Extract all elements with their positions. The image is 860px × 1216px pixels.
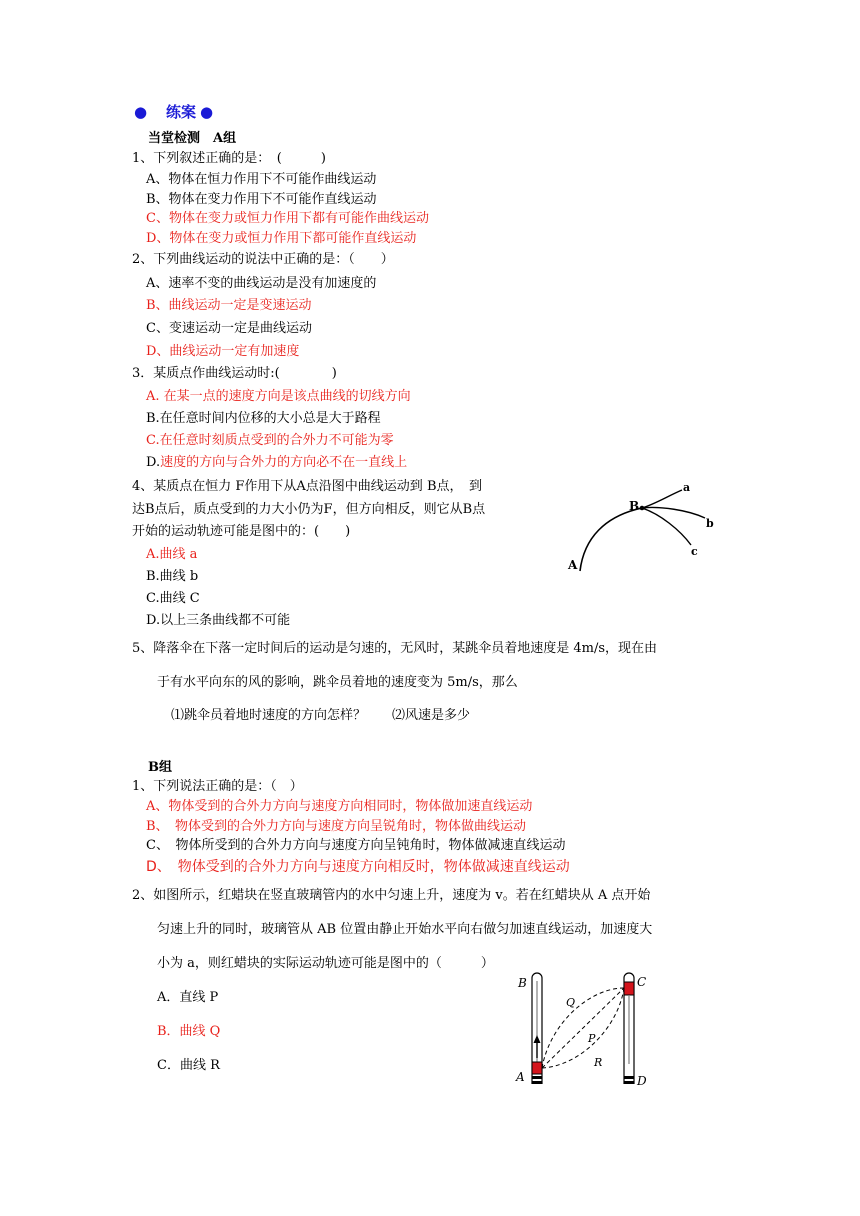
wax-block-start <box>532 1062 542 1074</box>
q-a4-option: C.曲线 C <box>146 591 200 606</box>
page-title: 练案 <box>166 103 197 121</box>
label-curve-b: b <box>706 517 714 530</box>
label-d: D <box>637 1074 647 1088</box>
q-a4-stem-line: 4、某质点在恒力 F作用下从A点沿图中曲线运动到 B点， 到 <box>132 479 482 494</box>
label-curve-c: c <box>691 545 698 558</box>
velocity-arrow-head <box>534 1035 541 1043</box>
label-curve-a: a <box>683 481 691 494</box>
title-bullet-right: ● <box>200 103 214 121</box>
q-b1-option-answer: D、 物体受到的合外力方向与速度方向相反时，物体做减速直线运动 <box>146 859 570 875</box>
q-a3-option-answer: C.在任意时刻质点受到的合外力不可能为零 <box>146 433 394 448</box>
q-a2-option-answer: D、曲线运动一定有加速度 <box>146 344 300 359</box>
q-b2-option: C．曲线 R <box>157 1058 220 1073</box>
q-a1-option: B、物体在变力作用下不可能作直线运动 <box>146 192 377 207</box>
curve-b-branch <box>642 507 705 518</box>
q-a4-option-answer: A.曲线 a <box>146 547 198 562</box>
q-a1-option: A、物体在恒力作用下不可能作曲线运动 <box>146 172 377 187</box>
left-tube-base <box>532 1076 542 1079</box>
q-a1-option-answer: D、物体在变力或恒力作用下都可能作直线运动 <box>146 231 417 246</box>
q-a3-stem: 3．某质点作曲线运动时:( ) <box>132 366 337 381</box>
trajectory-figure <box>560 478 720 578</box>
q-a4-option: D.以上三条曲线都不可能 <box>146 613 291 628</box>
title-bullet-left: ● <box>134 103 148 121</box>
q-a3-option-d-text: 速度的方向与合外力的方向必不在一直线上 <box>160 455 408 470</box>
label-r: R <box>594 1056 603 1069</box>
q-a4-stem-line: 开始的运动轨迹可能是图中的：( ) <box>132 524 351 539</box>
label-a: A <box>516 1070 525 1084</box>
point-b-dot <box>640 506 645 511</box>
curve-c-branch <box>642 508 691 545</box>
q-a3-option-answer: A. 在某一点的速度方向是该点曲线的切线方向 <box>146 389 411 404</box>
q-b1-option: C、 物体所受到的合外力方向与速度方向呈钝角时，物体做减速直线运动 <box>146 838 566 853</box>
right-tube-base <box>624 1076 634 1079</box>
label-b: B <box>518 976 527 990</box>
q-a4-option: B.曲线 b <box>146 569 199 584</box>
label-point-b: B <box>629 499 640 513</box>
q-b1-option-answer: A、物体受到的合外力方向与速度方向相同时，物体做加速直线运动 <box>146 799 533 814</box>
q-a2-stem: 2、下列曲线运动的说法中正确的是：（ ） <box>132 252 394 267</box>
q-a4-stem-line: 达B点后，质点受到的力大小仍为F，但方向相反，则它从B点 <box>132 502 486 517</box>
q-b1-stem: 1、下列说法正确的是：（ ） <box>132 779 303 794</box>
label-c: C <box>637 975 647 989</box>
q-a5-line: 于有水平向东的风的影响，跳伞员着地的速度变为 5m/s，那么 <box>157 675 518 690</box>
q-a2-option-answer: B、曲线运动一定是变速运动 <box>146 298 312 313</box>
curve-a-branch <box>642 490 682 508</box>
q-a3-option-d: D.速度的方向与合外力的方向必不在一直线上 <box>146 455 408 470</box>
label-p: P <box>588 1032 596 1045</box>
q-b2-line: 小为 a，则红蜡块的实际运动轨迹可能是图中的（ ） <box>157 956 494 971</box>
q-a3-option: B.在任意时间内位移的大小总是大于路程 <box>146 411 381 426</box>
q-b2-line: 2、如图所示，红蜡块在竖直玻璃管内的水中匀速上升，速度为 v。若在红蜡块从 A 点开始 <box>132 888 651 903</box>
q-a1-stem: 1、下列叙述正确的是： ( ) <box>132 151 326 166</box>
q-b1-option-answer: B、 物体受到的合外力方向与速度方向呈锐角时，物体做曲线运动 <box>146 819 527 834</box>
label-q: Q <box>566 996 576 1009</box>
glass-tube-figure <box>510 968 660 1094</box>
line-p <box>542 988 624 1068</box>
q-b2-option: A．直线 P <box>157 990 219 1005</box>
left-tube-base <box>532 1081 542 1084</box>
q-a2-option: A、速率不变的曲线运动是没有加速度的 <box>146 276 377 291</box>
q-a5-subquestions: ⑴跳伞员着地时速度的方向怎样？ ⑵风速是多少 <box>171 708 471 723</box>
q-a5-line: 5、降落伞在下落一定时间后的运动是匀速的，无风时，某跳伞员着地速度是 4m/s，现在由 <box>132 641 658 656</box>
curve-a-to-b <box>580 508 642 571</box>
q-a1-option-answer: C、物体在变力或恒力作用下都有可能作曲线运动 <box>146 211 429 226</box>
right-tube-base <box>624 1081 634 1084</box>
section-a-heading: 当堂检测 A组 <box>148 131 237 146</box>
label-point-a: A <box>568 558 578 572</box>
q-b2-line: 匀速上升的同时，玻璃管从 AB 位置由静止开始水平向右做匀加速直线运动，加速度大 <box>157 922 653 937</box>
section-b-heading: B组 <box>148 760 172 775</box>
wax-block-end <box>624 982 634 995</box>
q-a2-option: C、变速运动一定是曲线运动 <box>146 321 312 336</box>
q-b2-option-answer: B．曲线 Q <box>157 1024 221 1039</box>
